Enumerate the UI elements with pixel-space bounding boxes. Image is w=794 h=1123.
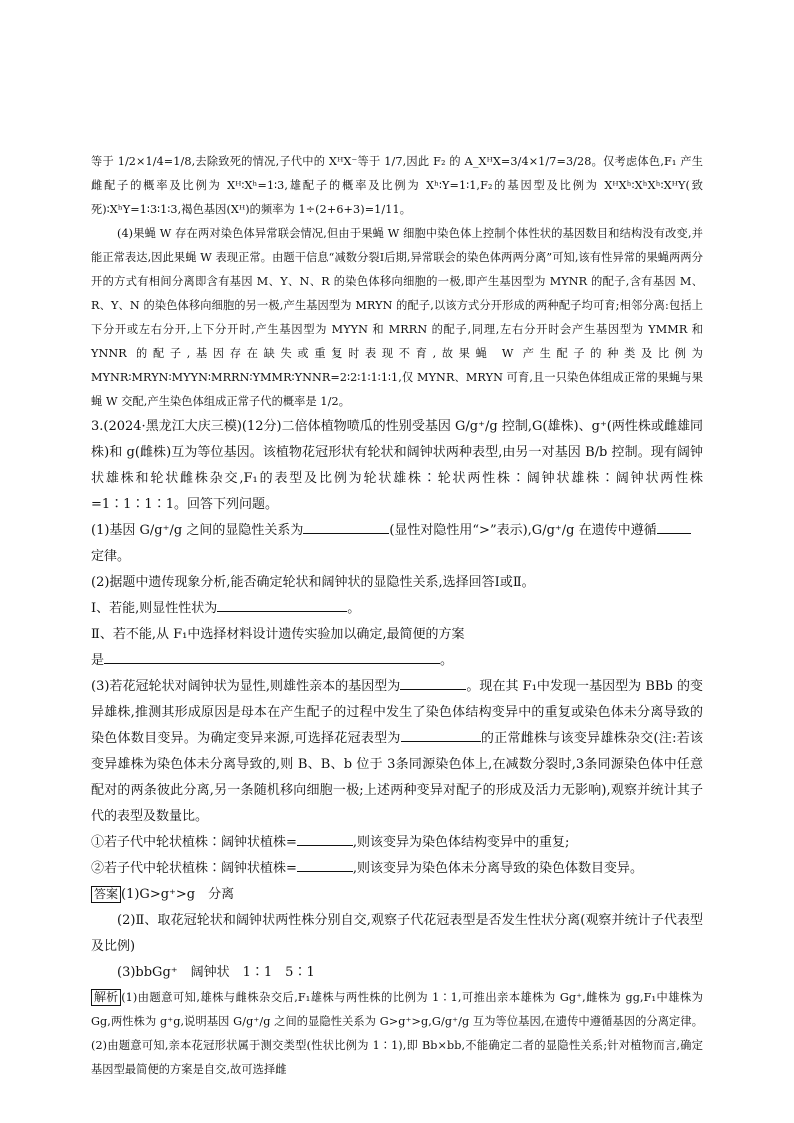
analysis-text: (1)由题意可知,雄株与雌株杂交后,F₁雄株与两性株的比例为 1∶1,可推出亲本雄株为 Gg⁺,雌株为 gg,F₁中雄株为 Gg,两性株为 g⁺g,说明基因 G/g⁺/g 之间的显隐性关系为 G>g⁺>g,G/g⁺/g 互为等位基因,在遗传中遵循基因的分离定律。(2)由题意可知,亲本花冠形状属于测交类型(性状比例为 1∶1),即 Bb×bb,不能确定二者的显隐性关系;针对植物而言,确定基因型最简便的方案是自交,故可选择雌 [91, 991, 703, 1076]
question-1-text-a: (1)基因 G/g⁺/g 之间的显隐性关系为 [91, 523, 304, 538]
question-3-text-c: 的正常雌株与该变异雄株杂交(注:若该变异雄株为染色体未分离导致的,则 B、B、b 位于 3条同源染色体上,在减数分裂时,3条同源染色体中任意配对的两条彼此分离,另一条随机移向细胞一极;上述两种变异对配子的形成及活力无影响),观察并统计其子代的表型及数量比。 [91, 731, 703, 824]
answer-blank-3[interactable] [217, 597, 347, 612]
question-2-option-i [91, 596, 703, 622]
answer-blank-6[interactable] [401, 727, 481, 742]
question-stem: 3.(2024·黑龙江大庆三模)(12分)二倍体植物喷瓜的性别受基因 G/g⁺/g 控制,G(雄株)、g⁺(两性株或雌雄同株)和 g(雌株)互为等位基因。该植物花冠形状有轮状和阔钟状两种表型,由另一对基因 B/b 控制。现有阔钟状雄株和轮状雌株杂交,F₁的表型及比例为轮状雄株∶轮状两性株∶阔钟状雄株∶阔钟状两性株=1∶1∶1∶1。回答下列问题。 [91, 419, 703, 512]
answer-blank-7[interactable] [297, 831, 353, 846]
answer-blank-5[interactable] [400, 675, 466, 690]
question-1-text-c: 定律。 [91, 549, 131, 564]
document-page [91, 150, 703, 1082]
analysis-tag: 解析 [91, 989, 121, 1006]
answer-2: (2)Ⅱ、取花冠轮状和阔钟状两性株分别自交,观察子代花冠表型是否发生性状分离(观察并统计子代表型及比例) [91, 913, 703, 954]
question-3-case-2 [91, 856, 703, 882]
question-3-text-a: (3)若花冠轮状对阔钟状为显性,则雄性亲本的基因型为 [91, 679, 401, 694]
analysis-paragraph [91, 986, 703, 1082]
question-1 [91, 518, 703, 570]
question-1-text-b: (显性对隐性用“>”表示),G/g⁺/g 在遗传中遵循 [389, 523, 657, 538]
answer-blank-2[interactable] [657, 519, 691, 534]
answer-1: (1)G>g⁺>g 分离 [121, 887, 235, 902]
option-i-end: 。 [347, 601, 361, 616]
case-1-text-a: ①若子代中轮状植株∶阔钟状植株= [91, 835, 297, 850]
option-ii-end: 。 [440, 653, 454, 668]
question-3-case-1 [91, 830, 703, 856]
answer-3: (3)bbGg⁺ 阔钟状 1∶1 5∶1 [117, 965, 315, 980]
question-2-option-ii [91, 622, 703, 674]
option-ii-text-b: 是 [91, 653, 105, 668]
option-ii-text: Ⅱ、若不能,从 F₁中选择材料设计遗传实验加以确定,最简便的方案 [91, 627, 465, 642]
prev-answer-paragraph-1: 等于 1/2×1/4=1/8,去除致死的情况,子代中的 XᴴX⁻等于 1/7,因此 F₂ 的 A_XᴴX=3/4×1/7=3/28。仅考虑体色,F₁ 产生雌配子的概率及比例为 Xᴴ∶Xʰ=1∶3,雄配子的概率及比例为 Xʰ∶Y=1∶1,F₂的基因型及比例为 XᴴXʰ∶XʰXʰ∶XᴴY(致死)∶XʰY=1∶3∶1∶3,褐色基因(Xᴴ)的频率为 1÷(2+6+3)=1/11。 [91, 155, 703, 216]
option-i-text: Ⅰ、若能,则显性性状为 [91, 601, 218, 616]
question-2: (2)据题中遗传现象分析,能否确定轮状和阔钟状的显隐性关系,选择回答Ⅰ或Ⅱ。 [91, 575, 535, 590]
answer-blank-4[interactable] [104, 649, 440, 664]
prev-answer-paragraph-2: (4)果蝇 W 存在两对染色体异常联会情况,但由于果蝇 W 细胞中染色体上控制个体性状的基因数目和结构没有改变,并能正常表达,因此果蝇 W 表现正常。由题干信息“减数分裂Ⅰ后期,异常联会的染色体两两分离”可知,该有性异常的果蝇两两分开的方式有相间分离即含有基因 M、Y、N、R 的染色体移向细胞的一极,即产生基因型为 MYNR 的配子,含有基因 M、R、Y、N 的染色体移向细胞的另一极,产生基因型为 MRYN 的配子,以该方式分开形成的两种配子均可育;相邻分离:包括上下分开或左右分开,上下分开时,产生基因型为 MYYN 和 MRRN 的配子,同理,左右分开时会产生基因型为 YMMR 和 YNNR 的配子,基因存在缺失或重复时表现不育,故果蝇 W 产生配子的种类及比例为 MYNR∶MRYN∶MYYN∶MRRN∶YMMR∶YNNR=2∶2∶1∶1∶1∶1,仅 MYNR、MRYN 可育,且一只染色体组成正常的果蝇与果蝇 W 交配,产生染色体组成正常子代的概率是 1/2。 [91, 227, 703, 408]
answer-blank-1[interactable] [303, 519, 389, 534]
case-2-text-a: ②若子代中轮状植株∶阔钟状植株= [91, 861, 297, 876]
question-3 [91, 674, 703, 830]
answer-line-1 [91, 882, 703, 908]
question-3-text-b: 。现在其 F₁中发现一基因型为 BBb 的变异雄株,推测其形成原因是母本在产生配子的过程中发生了染色体结构变异中的重复或染色体未分离导致的染色体数目变异。为确定变异来源,可选择花冠表型为 [91, 679, 703, 746]
case-1-text-b: ,则该变异为染色体结构变异中的重复; [352, 835, 570, 850]
case-2-text-b: ,则该变异为染色体未分离导致的染色体数目变异。 [352, 861, 644, 876]
answer-tag: 答案 [91, 886, 121, 903]
answer-blank-8[interactable] [297, 857, 353, 872]
